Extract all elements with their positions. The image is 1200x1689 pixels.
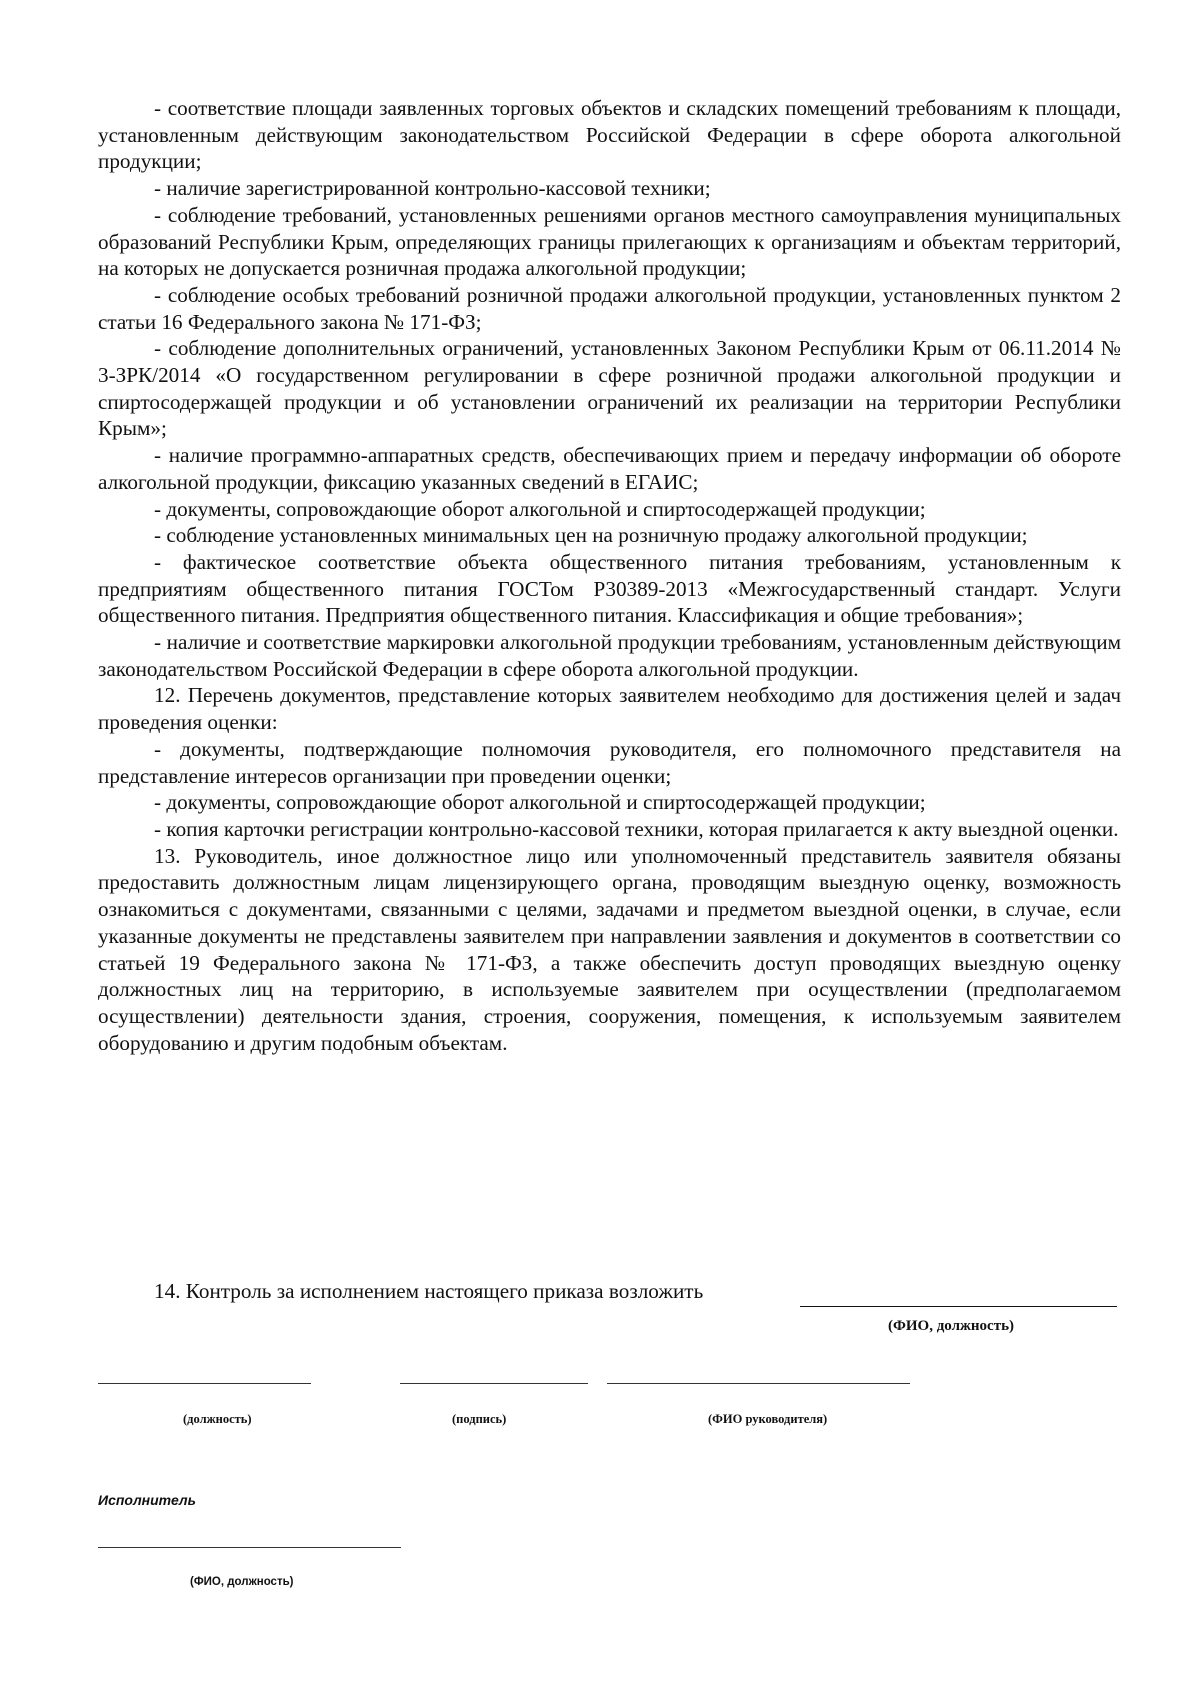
head-name-caption: (ФИО руководителя) [708, 1412, 828, 1426]
paragraph: 12. Перечень документов, представление которых заявителем необходимо для достижения целей и задач проведения оценки: [98, 683, 1121, 735]
paragraph: - наличие зарегистрированной контрольно-кассовой техники; [154, 176, 711, 201]
paragraph: - копия карточки регистрации контрольно-кассовой техники, которая прилагается к акту выездной оценки. [154, 816, 1119, 841]
paragraph: 13. Руководитель, иное должностное лицо или уполномоченный представитель заявителя обязаны предоставить должностным лицам лицензирующего органа, проводящим выездную оценку, возможность ознакомиться с документами, связанными с целями, задачами и предметом выездной оценки, в случае, если указанные документы не представлены заявителем при направлении заявления и документов в соответствии со статьей 19 Федерального закона № 171-ФЗ, а также обеспечить доступ проводящих выездную оценку должностных лиц на территорию, в используемые заявителем при осуществлении (предполагаемом осуществлении) деятельности здания, строения, сооружения, помещения, к используемым заявителем оборудованию и другим подобным объектам. [98, 843, 1121, 1055]
paragraph: - соблюдение особых требований розничной продажи алкогольной продукции, установленных пунктом 2 статьи 16 Федерального закона № 171-ФЗ; [98, 282, 1121, 334]
executor-fill-line [98, 1547, 401, 1548]
paragraph: - наличие программно-аппаратных средств, обеспечивающих прием и передачу информации об обороте алкогольной продукции, фиксацию указанных сведений в ЕГАИС; [98, 443, 1121, 494]
executor-label: Исполнитель [98, 1492, 196, 1508]
paragraph: - фактическое соответствие объекта общественного питания требованиям, установленным к предприятиям общественного питания ГОСТом Р30389-2013 «Межгосударственный стандарт. Услуги общественного питания. Предприятия общественного питания. Классификация и общие требования»; [98, 549, 1121, 628]
position-signature-line [98, 1383, 311, 1384]
paragraph: - документы, сопровождающие оборот алкогольной и спиртосодержащей продукции; [154, 790, 926, 815]
position-caption: (должность) [183, 1412, 252, 1426]
signature-line [400, 1383, 588, 1384]
item-14-text: 14. Контроль за исполнением настоящего приказа возложить [154, 1279, 704, 1303]
paragraph: - соответствие площади заявленных торговых объектов и складских помещений требованиям к площади, установленным действующим законодательством Российской Федерации в сфере оборота алкогольной продукции; [98, 96, 1121, 174]
paragraph: - документы, сопровождающие оборот алкогольной и спиртосодержащей продукции; [154, 496, 926, 521]
signature-caption: (подпись) [452, 1412, 507, 1426]
executor-caption: (ФИО, должность) [190, 1576, 294, 1588]
document-body [98, 95, 1121, 1056]
responsible-person-fill-line [800, 1306, 1117, 1307]
paragraph: - наличие и соответствие маркировки алкогольной продукции требованиям, установленным действующим законодательством Российской Федерации в сфере оборота алкогольной продукции. [98, 630, 1121, 681]
paragraph: - соблюдение требований, установленных решениями органов местного самоуправления муниципальных образований Республики Крым, определяющих границы прилегающих к организациям и объектам территорий, на которых не допускается розничная продажа алкогольной продукции; [98, 202, 1121, 281]
paragraph: - соблюдение установленных минимальных цен на розничную продажу алкогольной продукции; [154, 523, 1028, 548]
paragraph: - документы, подтверждающие полномочия руководителя, его полномочного представителя на представление интересов организации при проведении оценки; [98, 736, 1121, 788]
responsible-person-caption: (ФИО, должность) [888, 1318, 1014, 1334]
head-name-signature-line [607, 1383, 910, 1384]
paragraph: - соблюдение дополнительных ограничений, установленных Законом Республики Крым от 06.11.2014 № 3-ЗРК/2014 «О государственном регулировании в сфере розничной продажи алкогольной продукции и спиртосодержащей продукции и об установлении ограничений их реализации на территории Республики Крым»; [98, 336, 1121, 441]
